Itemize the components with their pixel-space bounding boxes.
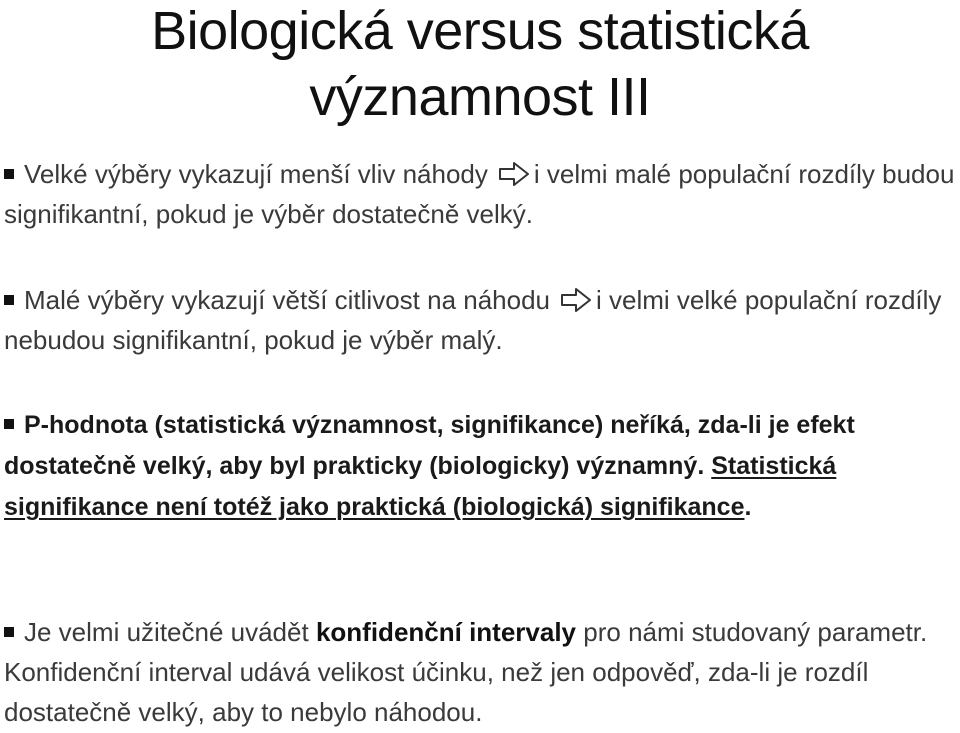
square-bullet-icon: [4, 169, 14, 179]
title-line-2: významnost III: [309, 67, 651, 127]
bullet-confidence-intervals: [4, 612, 958, 732]
bullet-2-text-a: Malé výběry vykazují větší citlivost na náhodu: [24, 285, 551, 315]
bullet-4-text-a: Je velmi užitečné uvádět: [24, 617, 309, 647]
right-arrow-icon: [560, 287, 592, 313]
right-arrow-icon: [498, 161, 530, 187]
bullet-1-text-a: Velké výběry vykazují menší vliv náhody: [24, 159, 488, 189]
bullet-2-text-b: i velmi velké populační rozdíly nebudou signifikantní, pokud je výběr malý.: [4, 285, 942, 355]
slide-title: [0, 0, 960, 130]
square-bullet-icon: [4, 627, 14, 637]
bullet-small-samples: [4, 280, 958, 360]
bullet-3-text-a: P-hodnota (statistická významnost, signifikance) neříká, zda-li je efekt dostatečně velký, aby byl prakticky (biologicky) významný.: [4, 411, 855, 480]
bullet-large-samples: [4, 154, 958, 234]
square-bullet-icon: [4, 295, 14, 305]
bullet-3-underlined-text: Statistická signifikance není totéž jako praktická (biologická) signifikance: [4, 452, 837, 521]
title-line-1: Biologická versus statistická: [151, 1, 809, 61]
square-bullet-icon: [4, 419, 14, 429]
bullet-4-bold-text: konfidenční intervaly: [315, 617, 577, 647]
bullet-1-text-b: i velmi malé populační rozdíly budou signifikantní, pokud je výběr dostatečně velký.: [4, 159, 955, 229]
bullet-4-text-b: pro námi studovaný parametr. Konfidenční interval udává velikost účinku, než jen odpověď, zda-li je rozdíl dostatečně velký, aby to nebylo náhodou.: [4, 617, 928, 727]
bullet-p-value: [4, 405, 958, 528]
bullet-3-period: .: [744, 493, 752, 521]
